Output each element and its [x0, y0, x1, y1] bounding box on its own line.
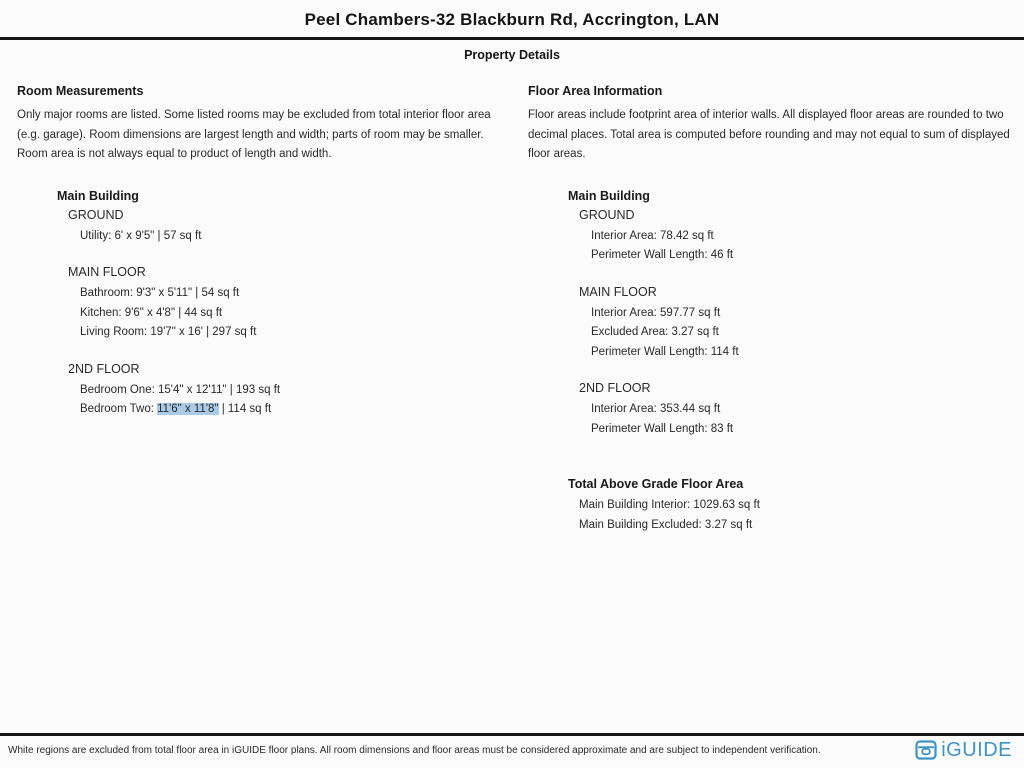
footer-disclaimer: White regions are excluded from total floor area in iGUIDE floor plans. All room dimensions and floor areas must be considered approximate and are subject to independent verification. [8, 744, 821, 756]
header-divider [0, 37, 1024, 40]
room-label: Utility: [80, 229, 115, 242]
room-label: Kitchen: [80, 306, 125, 319]
room-line [68, 381, 511, 401]
room-line [68, 227, 511, 247]
floor-heading: MAIN FLOOR [579, 284, 657, 299]
floor-heading: GROUND [68, 207, 124, 222]
stat-line: Excluded Area: 3.27 sq ft [591, 326, 719, 338]
floor-area-heading: Floor Area Information [528, 84, 663, 98]
camera-icon [915, 739, 937, 761]
room-dimensions: 9'6" x 4'8" [124, 306, 176, 319]
area-block-ground [568, 208, 1014, 266]
total-above-grade-block [528, 477, 1014, 535]
area-block-main-floor [568, 285, 1014, 363]
stat-line: Perimeter Wall Length: 83 ft [591, 422, 734, 435]
room-line [68, 400, 511, 420]
room-dimensions: 19'7" x 16' [150, 326, 203, 338]
page-title: Peel Chambers-32 Blackburn Rd, Accrington, LAN [304, 10, 720, 29]
room-area: | 193 sq ft [226, 383, 281, 396]
room-dimensions-selected[interactable]: 11'6" x 11'8" [157, 403, 219, 415]
floor-heading: 2ND FLOOR [579, 381, 651, 395]
room-line [68, 304, 511, 324]
floor-heading: 2ND FLOOR [68, 361, 140, 376]
total-line: Main Building Excluded: 3.27 sq ft [579, 518, 753, 531]
room-measurements-heading: Room Measurements [17, 84, 144, 98]
room-area: | 57 sq ft [154, 229, 202, 242]
iguide-logo [915, 739, 1012, 761]
room-area: | 114 sq ft [218, 403, 272, 415]
building-name: Main Building [568, 188, 650, 203]
room-measurements-building [17, 189, 511, 420]
room-line [68, 323, 511, 343]
room-line [68, 284, 511, 304]
floor-area-description: Floor areas include footprint area of interior walls. All displayed floor areas are rounded to two decimal places. Total area is computed before rounding and may not equal to sum of displayed floor areas. [528, 109, 1010, 160]
room-label: Bedroom One: [80, 383, 158, 396]
room-dimensions: 6' x 9'5" [114, 229, 155, 242]
footer-row [0, 736, 1024, 768]
page-footer [0, 733, 1024, 768]
room-measurements-description: Only major rooms are listed. Some listed rooms may be excluded from total interior floor area (e.g. garage). Room dimensions are largest length and width; parts of room may be smaller. Room area is not always equal to product of length and width. [17, 109, 491, 160]
room-measurements-section [17, 84, 511, 439]
room-area: | 54 sq ft [192, 287, 240, 299]
page-header [0, 0, 1024, 62]
floor-heading: MAIN FLOOR [68, 265, 146, 279]
logo-text: iGUIDE [941, 739, 1012, 761]
stat-line: Perimeter Wall Length: 114 ft [591, 345, 739, 358]
stat-line: Perimeter Wall Length: 46 ft [591, 249, 734, 261]
room-area: | 44 sq ft [175, 306, 223, 319]
room-label: Bedroom Two: [80, 403, 158, 415]
floor-area-building [528, 189, 1014, 440]
stat-line: Interior Area: 78.42 sq ft [591, 229, 714, 242]
area-block-2nd-floor [568, 381, 1014, 439]
building-name: Main Building [57, 188, 139, 203]
floor-heading: GROUND [579, 207, 635, 222]
page-subtitle: Property Details [464, 48, 560, 62]
stat-line: Interior Area: 597.77 sq ft [591, 306, 721, 319]
floor-area-section [528, 84, 1014, 535]
floor-block-2nd-floor [57, 362, 511, 420]
floor-block-main-floor [57, 265, 511, 343]
room-label: Living Room: [80, 326, 151, 338]
room-label: Bathroom: [80, 287, 137, 299]
content-columns [0, 62, 1024, 535]
total-line: Main Building Interior: 1029.63 sq ft [579, 499, 760, 511]
room-dimensions: 9'3" x 5'11" [136, 287, 193, 299]
room-dimensions: 15'4" x 12'11" [157, 383, 227, 396]
stat-line: Interior Area: 353.44 sq ft [591, 403, 721, 415]
totals-heading: Total Above Grade Floor Area [568, 477, 744, 491]
room-area: | 297 sq ft [202, 326, 257, 338]
floor-block-ground [57, 208, 511, 247]
